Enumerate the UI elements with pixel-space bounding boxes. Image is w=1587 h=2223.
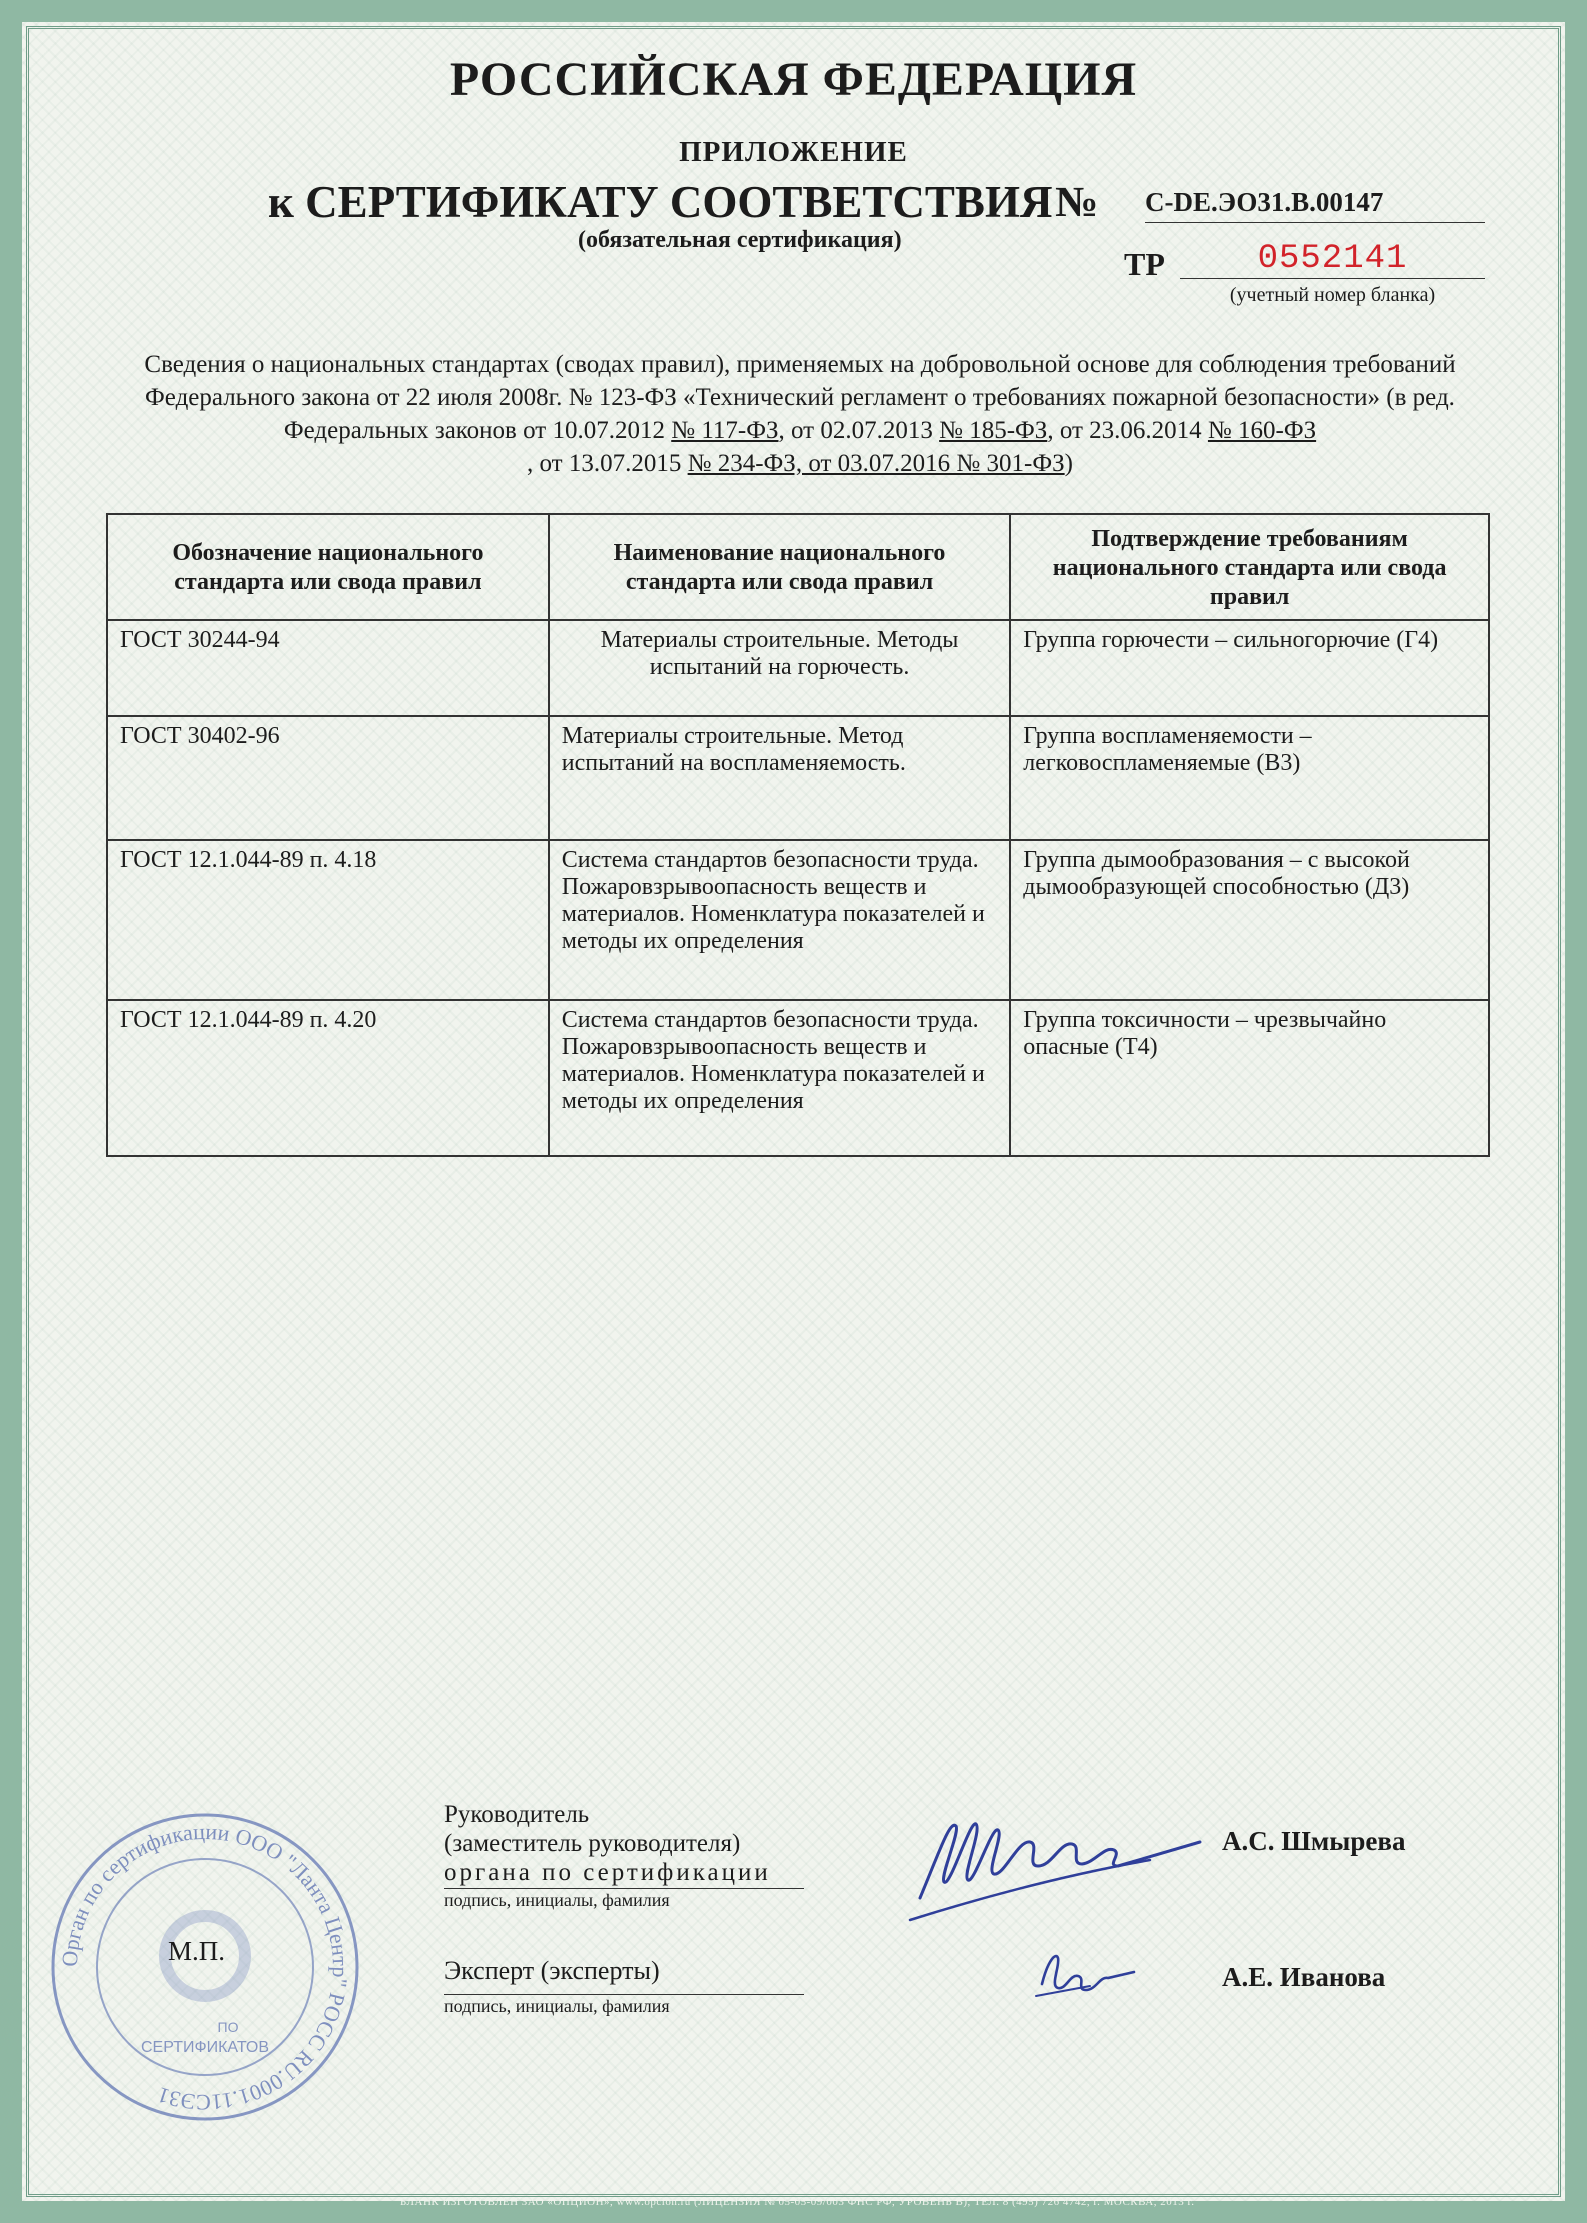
table-row [107, 840, 1489, 1000]
law-reference: № 160-ФЗ [1207, 417, 1317, 444]
certification-type: (обязательная сертификация) [578, 227, 902, 253]
intro-text: Сведения о национальных стандартах (сводах правил), применяемых на добровольной основе для соблюдения требований Федерального закона от 22 июля 2008г. № 123-ФЗ «Технический регламент о требованиях пожарной безопасности» (в ред. Федеральных законов от 10.07.2012 [144, 351, 1456, 444]
column-header-confirmation: Подтверждение требованиям национального стандарта или свода правил [1010, 514, 1489, 620]
table-row [107, 620, 1489, 716]
seal-inner-text: СЕРТИФИКАТОВ [140, 2039, 270, 2056]
blank-number: 0552141 [1180, 240, 1485, 279]
signature-line [444, 1888, 804, 1889]
expert-name: А.Е. Иванова [1222, 1962, 1386, 1992]
expert-title: Эксперт (эксперты) [444, 1956, 660, 1985]
standard-confirmation: Группа токсичности – чрезвычайно опасные (Т4) [1010, 1000, 1489, 1156]
appendix-title: ПРИЛОЖЕНИЕ [679, 136, 908, 168]
head-title [444, 1800, 771, 1887]
intro-paragraph [100, 348, 1500, 480]
signature-line [444, 1994, 804, 1995]
law-reference: № 117-ФЗ [671, 417, 779, 444]
printer-footer: БЛАНК ИЗГОТОВЛЕН ЗАО «ОПЦИОН», www.opcion.ru (ЛИЦЕНЗИЯ № 05-05-09/003 ФНС РФ, УРОВЕНЬ В), ТЕЛ. 8 (495) 726 4742, г. МОСКВА, 2013 г. [400, 2196, 1195, 2208]
stamp-place-mark: М.П. [168, 1936, 226, 1966]
standard-name: Система стандартов безопасности труда. Пожаровзрывоопасность веществ и материалов. Номенклатура показателей и методы их определения [549, 840, 1010, 1000]
seal-ring-text: Орган по сертификации ООО "Ланта Центр" РОСС RU.0001.11СЭ31 [56, 1818, 354, 2116]
country-title: РОССИЙСКАЯ ФЕДЕРАЦИЯ [449, 53, 1138, 106]
head-title-line: Руководитель [444, 1801, 590, 1828]
certificate-number: C-DE.ЭО31.В.00147 [1145, 187, 1485, 223]
number-sign: № [1055, 179, 1099, 226]
intro-text: , от 02.07.2013 [778, 417, 940, 444]
blank-number-note: (учетный номер бланка) [1229, 284, 1436, 306]
intro-text: ) [1064, 450, 1073, 477]
signature-hint: подпись, инициалы, фамилия [444, 1890, 670, 1910]
head-signature [900, 1780, 1220, 1930]
column-header-name: Наименование национального стандарта или свода правил [549, 514, 1010, 620]
standard-name: Система стандартов безопасности труда. Пожаровзрывоопасность веществ и материалов. Номенклатура показателей и методы их определения [549, 1000, 1010, 1156]
standard-code: ГОСТ 12.1.044-89 п. 4.18 [107, 840, 549, 1000]
signature-hint: подпись, инициалы, фамилия [444, 1996, 670, 2016]
standard-name: Материалы строительные. Метод испытаний на воспламеняемость. [549, 716, 1010, 840]
law-reference: № 185-ФЗ [939, 417, 1048, 444]
standard-confirmation: Группа дымообразования – с высокой дымообразующей способностью (Д3) [1010, 840, 1489, 1000]
seal-inner-text: ПО [217, 2019, 239, 2035]
column-header-code: Обозначение национального стандарта или свода правил [107, 514, 549, 620]
table-header-row [107, 514, 1489, 620]
standard-code: ГОСТ 30402-96 [107, 716, 549, 840]
organization-seal [46, 1808, 364, 2126]
standard-confirmation: Группа воспламеняемости – легковоспламеняемые (В3) [1010, 716, 1489, 840]
law-reference: № 234-ФЗ, от 03.07.2016 № 301-ФЗ [687, 450, 1065, 477]
table-row [107, 716, 1489, 840]
standards-table [106, 513, 1490, 1157]
standard-code: ГОСТ 12.1.044-89 п. 4.20 [107, 1000, 549, 1156]
tp-label: ТР [1124, 246, 1165, 282]
intro-text: , от 13.07.2015 [527, 450, 688, 477]
head-title-line: органа по сертификации [444, 1859, 771, 1886]
standard-name: Материалы строительные. Методы испытаний на горючесть. [549, 620, 1010, 716]
expert-signature [1030, 1940, 1140, 2010]
standard-code: ГОСТ 30244-94 [107, 620, 549, 716]
standard-confirmation: Группа горючести – сильногорючие (Г4) [1010, 620, 1489, 716]
head-title-line: (заместитель руководителя) [444, 1830, 741, 1857]
intro-text: , от 23.06.2014 [1047, 417, 1208, 444]
certificate-title: к СЕРТИФИКАТУ СООТВЕТСТВИЯ [268, 177, 1053, 227]
head-name: А.С. Шмырева [1222, 1826, 1406, 1856]
table-row [107, 1000, 1489, 1156]
